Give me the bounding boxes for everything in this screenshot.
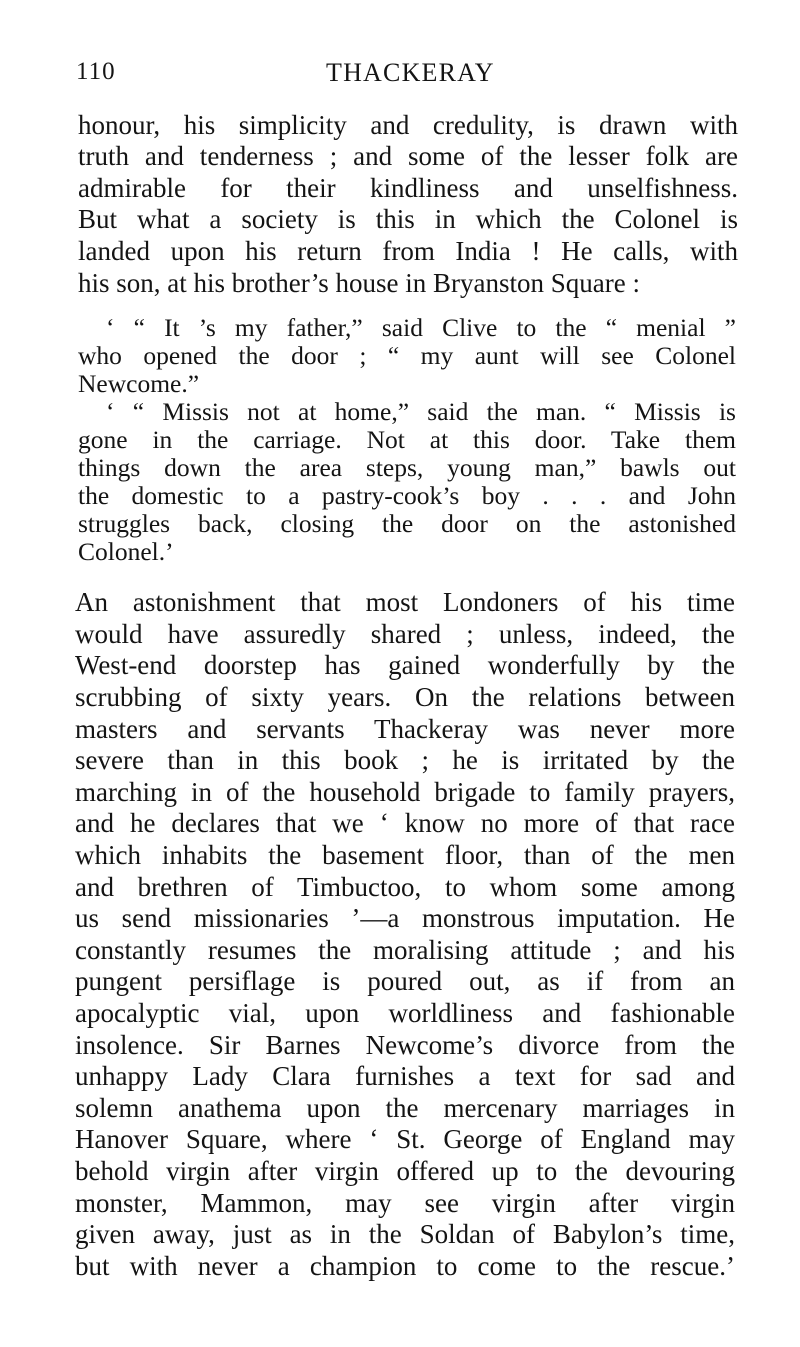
- text-line: behold virgin after virgin offered up to the devouring: [75, 1156, 735, 1186]
- text-line: and he declares that we ‘ know no more of that race: [75, 808, 735, 838]
- text-line: marching in of the household brigade to family prayers,: [75, 777, 735, 807]
- text-line: insolence. Sir Barnes Newcome’s divorce from the: [75, 1030, 735, 1060]
- text-line: admirable for their kindliness and unselfishness.: [78, 173, 738, 203]
- quote-line: the domestic to a pastry-cook’s boy . . . and John: [78, 481, 736, 510]
- text-line: truth and tenderness ; and some of the lesser folk are: [78, 141, 738, 171]
- text-line: But what a society is this in which the Colonel is: [78, 204, 738, 234]
- text-line: and brethren of Timbuctoo, to whom some among: [75, 872, 735, 902]
- quote-line: Colonel.’: [78, 537, 174, 566]
- text-line: pungent persiflage is poured out, as if from an: [75, 966, 735, 996]
- text-line: Hanover Square, where ‘ St. George of England may: [75, 1124, 735, 1154]
- quote-line: ‘ “ Missis not at home,” said the man. “ Missis is: [106, 397, 736, 426]
- text-line: West-end doorstep has gained wonderfully by the: [75, 650, 735, 680]
- text-line: given away, just as in the Soldan of Babylon’s time,: [75, 1219, 735, 1249]
- text-line: masters and servants Thackeray was never more: [75, 714, 735, 744]
- quote-line: ‘ “ It ’s my father,” said Clive to the “ menial ”: [106, 313, 736, 342]
- text-line: us send missionaries ’—a monstrous imputation. He: [75, 903, 735, 933]
- running-title: THACKERAY: [326, 58, 495, 87]
- text-line: landed upon his return from India ! He calls, with: [78, 236, 738, 266]
- text-line: An astonishment that most Londoners of his time: [75, 587, 735, 617]
- quote-line: Newcome.”: [78, 369, 200, 398]
- quote-line: struggles back, closing the door on the astonished: [78, 509, 736, 538]
- text-line: scrubbing of sixty years. On the relations between: [75, 682, 735, 712]
- text-line: constantly resumes the moralising attitude ; and his: [75, 935, 735, 965]
- text-line: which inhabits the basement floor, than of the men: [75, 840, 735, 870]
- quote-line: who opened the door ; “ my aunt will see Colonel: [78, 341, 736, 370]
- running-head: [76, 58, 736, 90]
- text-line: monster, Mammon, may see virgin after virgin: [75, 1188, 735, 1218]
- text-line: severe than in this book ; he is irritated by the: [75, 745, 735, 775]
- quote-line: things down the area steps, young man,” bawls out: [78, 453, 736, 482]
- text-line: his son, at his brother’s house in Bryanston Square :: [78, 268, 640, 298]
- quote-line: gone in the carriage. Not at this door. Take them: [78, 425, 736, 454]
- text-line: solemn anathema upon the mercenary marriages in: [75, 1093, 735, 1123]
- page-number: 110: [76, 58, 116, 85]
- text-line: unhappy Lady Clara furnishes a text for sad and: [75, 1061, 735, 1091]
- text-line: honour, his simplicity and credulity, is drawn with: [78, 110, 738, 140]
- text-line: would have assuredly shared ; unless, indeed, the: [75, 619, 735, 649]
- text-line: apocalyptic vial, upon worldliness and fashionable: [75, 998, 735, 1028]
- text-line: but with never a champion to come to the rescue.’: [75, 1251, 735, 1281]
